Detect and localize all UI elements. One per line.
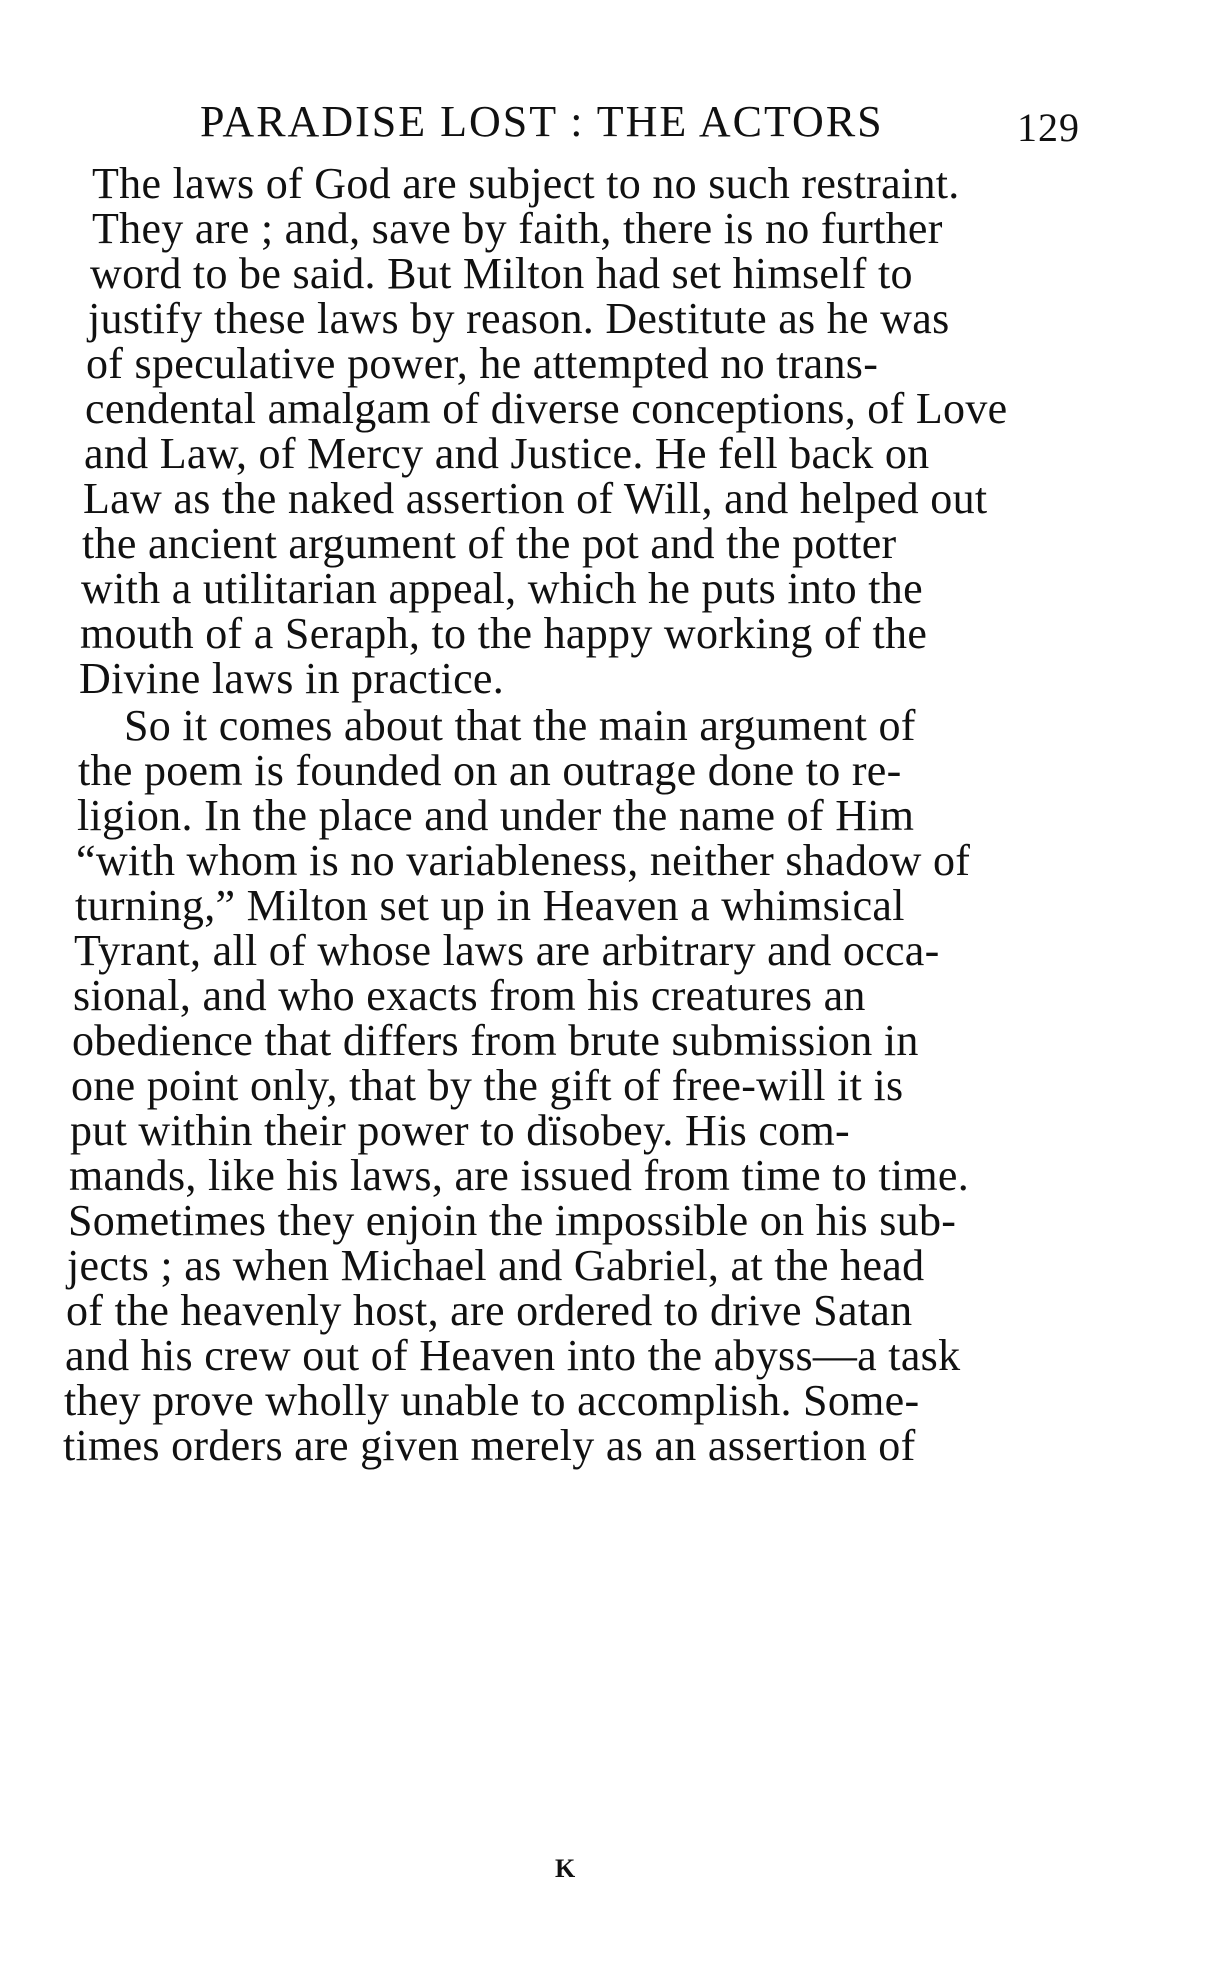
text-line: word to be said. But Milton had set himself to: [90, 249, 913, 298]
text-line: and his crew out of Heaven into the abyss—a task: [65, 1331, 961, 1380]
text-line: cendental amalgam of diverse conceptions, of Love: [85, 384, 1008, 433]
text-line: jects ; as when Michael and Gabriel, at the head: [67, 1241, 925, 1290]
text-line: ligion. In the place and under the name of Him: [77, 791, 915, 840]
text-line: justify these laws by reason. Destitute as he was: [88, 294, 950, 343]
text-line: mands, like his laws, are issued from time to time.: [69, 1151, 970, 1200]
text-line: put within their power to dïsobey. His com-: [70, 1106, 850, 1155]
text-line: Sometimes they enjoin the impossible on his sub-: [68, 1196, 957, 1245]
running-head: [200, 96, 1080, 156]
text-line: times orders are given merely as an assertion of: [63, 1421, 916, 1470]
text-line: Tyrant, all of whose laws are arbitrary and occa-: [74, 926, 940, 975]
page-number: 129: [1017, 105, 1080, 150]
text-line: they prove wholly unable to accomplish. Some-: [64, 1376, 920, 1425]
text-line: mouth of a Seraph, to the happy working of the: [80, 609, 928, 658]
text-line: and Law, of Mercy and Justice. He fell back on: [84, 429, 930, 478]
text-line: the poem is founded on an outrage done to re-: [78, 746, 902, 795]
text-line: one point only, that by the gift of free-will it is: [71, 1061, 904, 1110]
text-line: The laws of God are subject to no such restraint.: [92, 159, 960, 208]
text-line: obedience that differs from brute submission in: [72, 1016, 919, 1065]
text-line: sional, and who exacts from his creatures an: [73, 971, 866, 1020]
text-line: Divine laws in practice.: [79, 654, 505, 703]
text-line: They are ; and, save by faith, there is no further: [92, 204, 943, 253]
text-line: Law as the naked assertion of Will, and helped out: [83, 474, 988, 523]
signature-mark: K: [555, 1854, 577, 1883]
running-title: PARADISE LOST : THE ACTORS: [200, 97, 884, 146]
text-line: So it comes about that the main argument of: [124, 701, 916, 750]
text-line: “with whom is no variableness, neither shadow of: [76, 836, 971, 885]
text-line: with a utilitarian appeal, which he puts into the: [81, 564, 923, 613]
text-line: of speculative power, he attempted no trans-: [86, 339, 879, 388]
text-line: the ancient argument of the pot and the potter: [82, 519, 897, 568]
text-line: of the heavenly host, are ordered to drive Satan: [66, 1286, 913, 1335]
text-line: turning,” Milton set up in Heaven a whimsical: [75, 881, 905, 930]
